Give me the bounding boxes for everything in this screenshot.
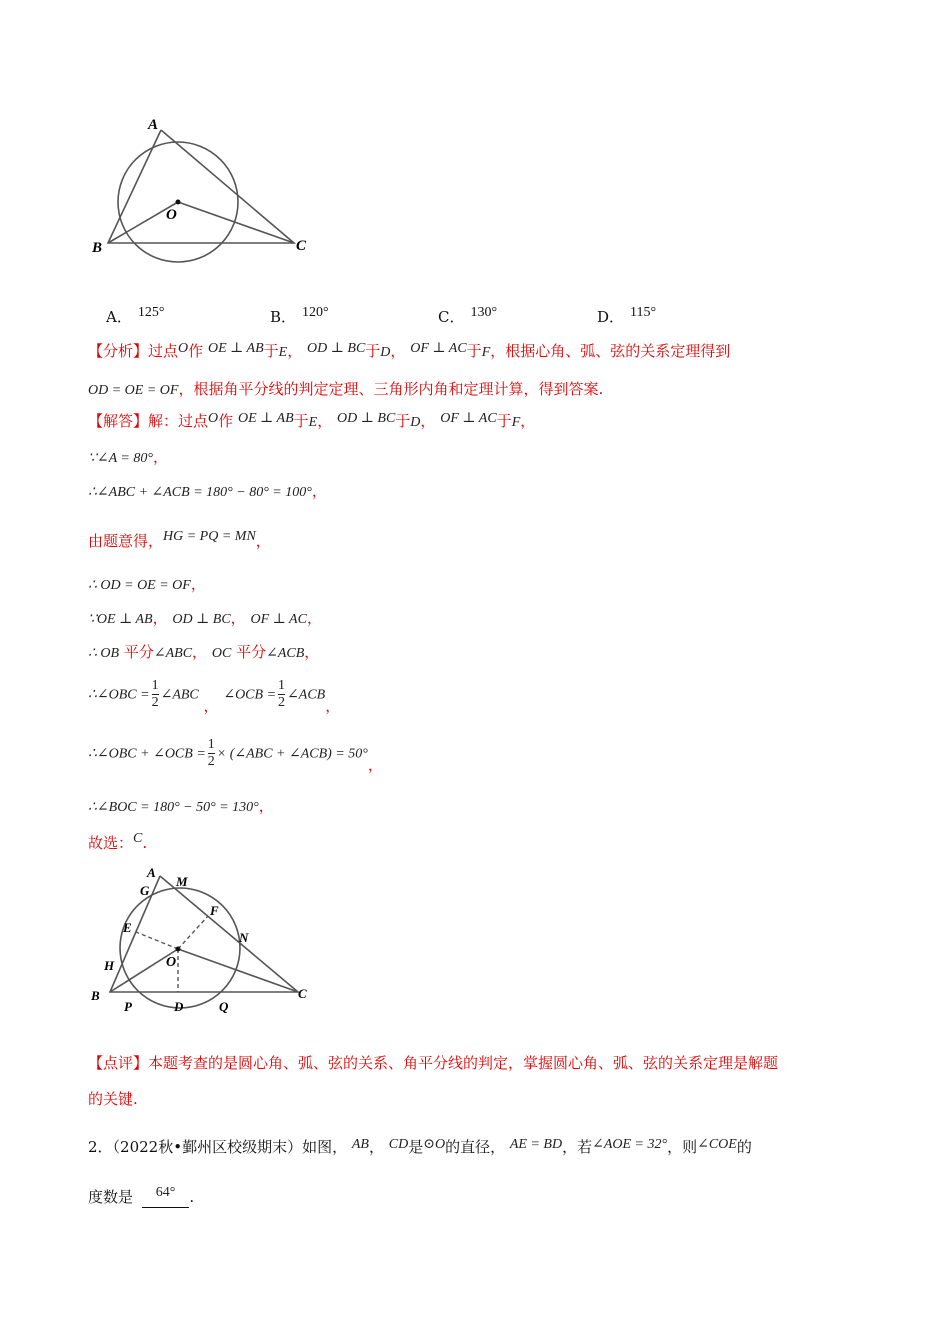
solution-half-sum: ∴∠OBC + ∠OCB = $\frac{1}{2}$ × (∠ABC + ∠ACB) = 50°，	[88, 737, 383, 774]
figure-triangle-circle	[80, 110, 320, 280]
label-a: A	[148, 117, 159, 133]
review-line-2: 的关键.	[88, 1090, 138, 1108]
answer-blank: 64°	[142, 1188, 190, 1208]
solution-angle-a: ∵∠A = 80°，	[88, 448, 168, 466]
solution-ti-yi: 由题意得，HG = PQ = MN，	[88, 529, 271, 550]
label-d: D	[174, 999, 184, 1014]
label-c: C	[296, 238, 307, 254]
label-e: E	[123, 920, 132, 935]
label-p: P	[124, 999, 132, 1014]
question-2-line-2: 度数是 64° .	[88, 1185, 195, 1206]
center-dot	[176, 200, 181, 205]
label-g: G	[140, 883, 150, 898]
segment-oc	[178, 202, 294, 243]
label-c-2: C	[298, 986, 307, 1001]
solution-bisect: ∴ OB 平分∠ABC， OC 平分∠ACB，	[88, 643, 320, 661]
solution-equal-radii: ∴ OD = OE = OF，	[88, 575, 206, 593]
option-d: D． 115°	[597, 305, 657, 326]
solution-half-angles: ∴∠OBC = $\frac{1}{2}$ ∠ABC ， ∠OCB = $\frac{1}{2}$ ∠ACB，	[88, 678, 341, 715]
option-c: C． 130°	[438, 305, 498, 326]
option-a: A． 125°	[106, 305, 165, 326]
label-b: B	[92, 240, 103, 256]
center-dot-2	[176, 947, 181, 952]
solution-choose: 故选：C.	[88, 831, 148, 852]
solution-final: ∴∠BOC = 180° − 50° = 130°，	[88, 797, 274, 815]
label-o-2: O	[166, 955, 177, 970]
question-2-line-1: 2．（2022秋•鄞州区校级期末）如图， AB， CD是⊙O的直径， AE = BD，若∠AOE = 32°，则∠COE的	[88, 1137, 752, 1156]
solution-line-1: 【解答】解：过点O作 OE ⊥ AB于E， OD ⊥ BC于D， OF ⊥ AC于F，	[88, 411, 536, 430]
label-h: H	[104, 958, 115, 973]
solution-perpendiculars: ∵OE ⊥ AB， OD ⊥ BC， OF ⊥ AC，	[88, 609, 322, 627]
analysis-line-2: OD = OE = OF，根据角平分线的判定定理、三角形内角和定理计算，得到答案.	[88, 380, 604, 398]
label-q: Q	[219, 999, 229, 1014]
option-b: B． 120°	[270, 305, 329, 326]
label-f: F	[210, 903, 219, 918]
review-line-1: 【点评】本题考查的是圆心角、弧、弦的关系、角平分线的判定，掌握圆心角、弧、弦的关系定理是解题	[88, 1054, 779, 1072]
solution-angle-sum: ∴∠ABC + ∠ACB = 180° − 80° = 100°，	[88, 482, 327, 500]
label-m: M	[176, 874, 188, 889]
segment-oc-2	[178, 949, 298, 992]
label-o: O	[166, 207, 177, 223]
label-b-2: B	[91, 988, 100, 1003]
figure-solution-diagram	[88, 862, 328, 1022]
label-n: N	[239, 930, 249, 945]
dashed-of	[178, 916, 208, 949]
label-a-2: A	[147, 865, 156, 880]
dashed-oe	[136, 932, 178, 949]
analysis-line-1: 【分析】过点O作 OE ⊥ AB于E， OD ⊥ BC于D， OF ⊥ AC于F，根据心角、弧、弦的关系定理得到	[88, 341, 731, 360]
